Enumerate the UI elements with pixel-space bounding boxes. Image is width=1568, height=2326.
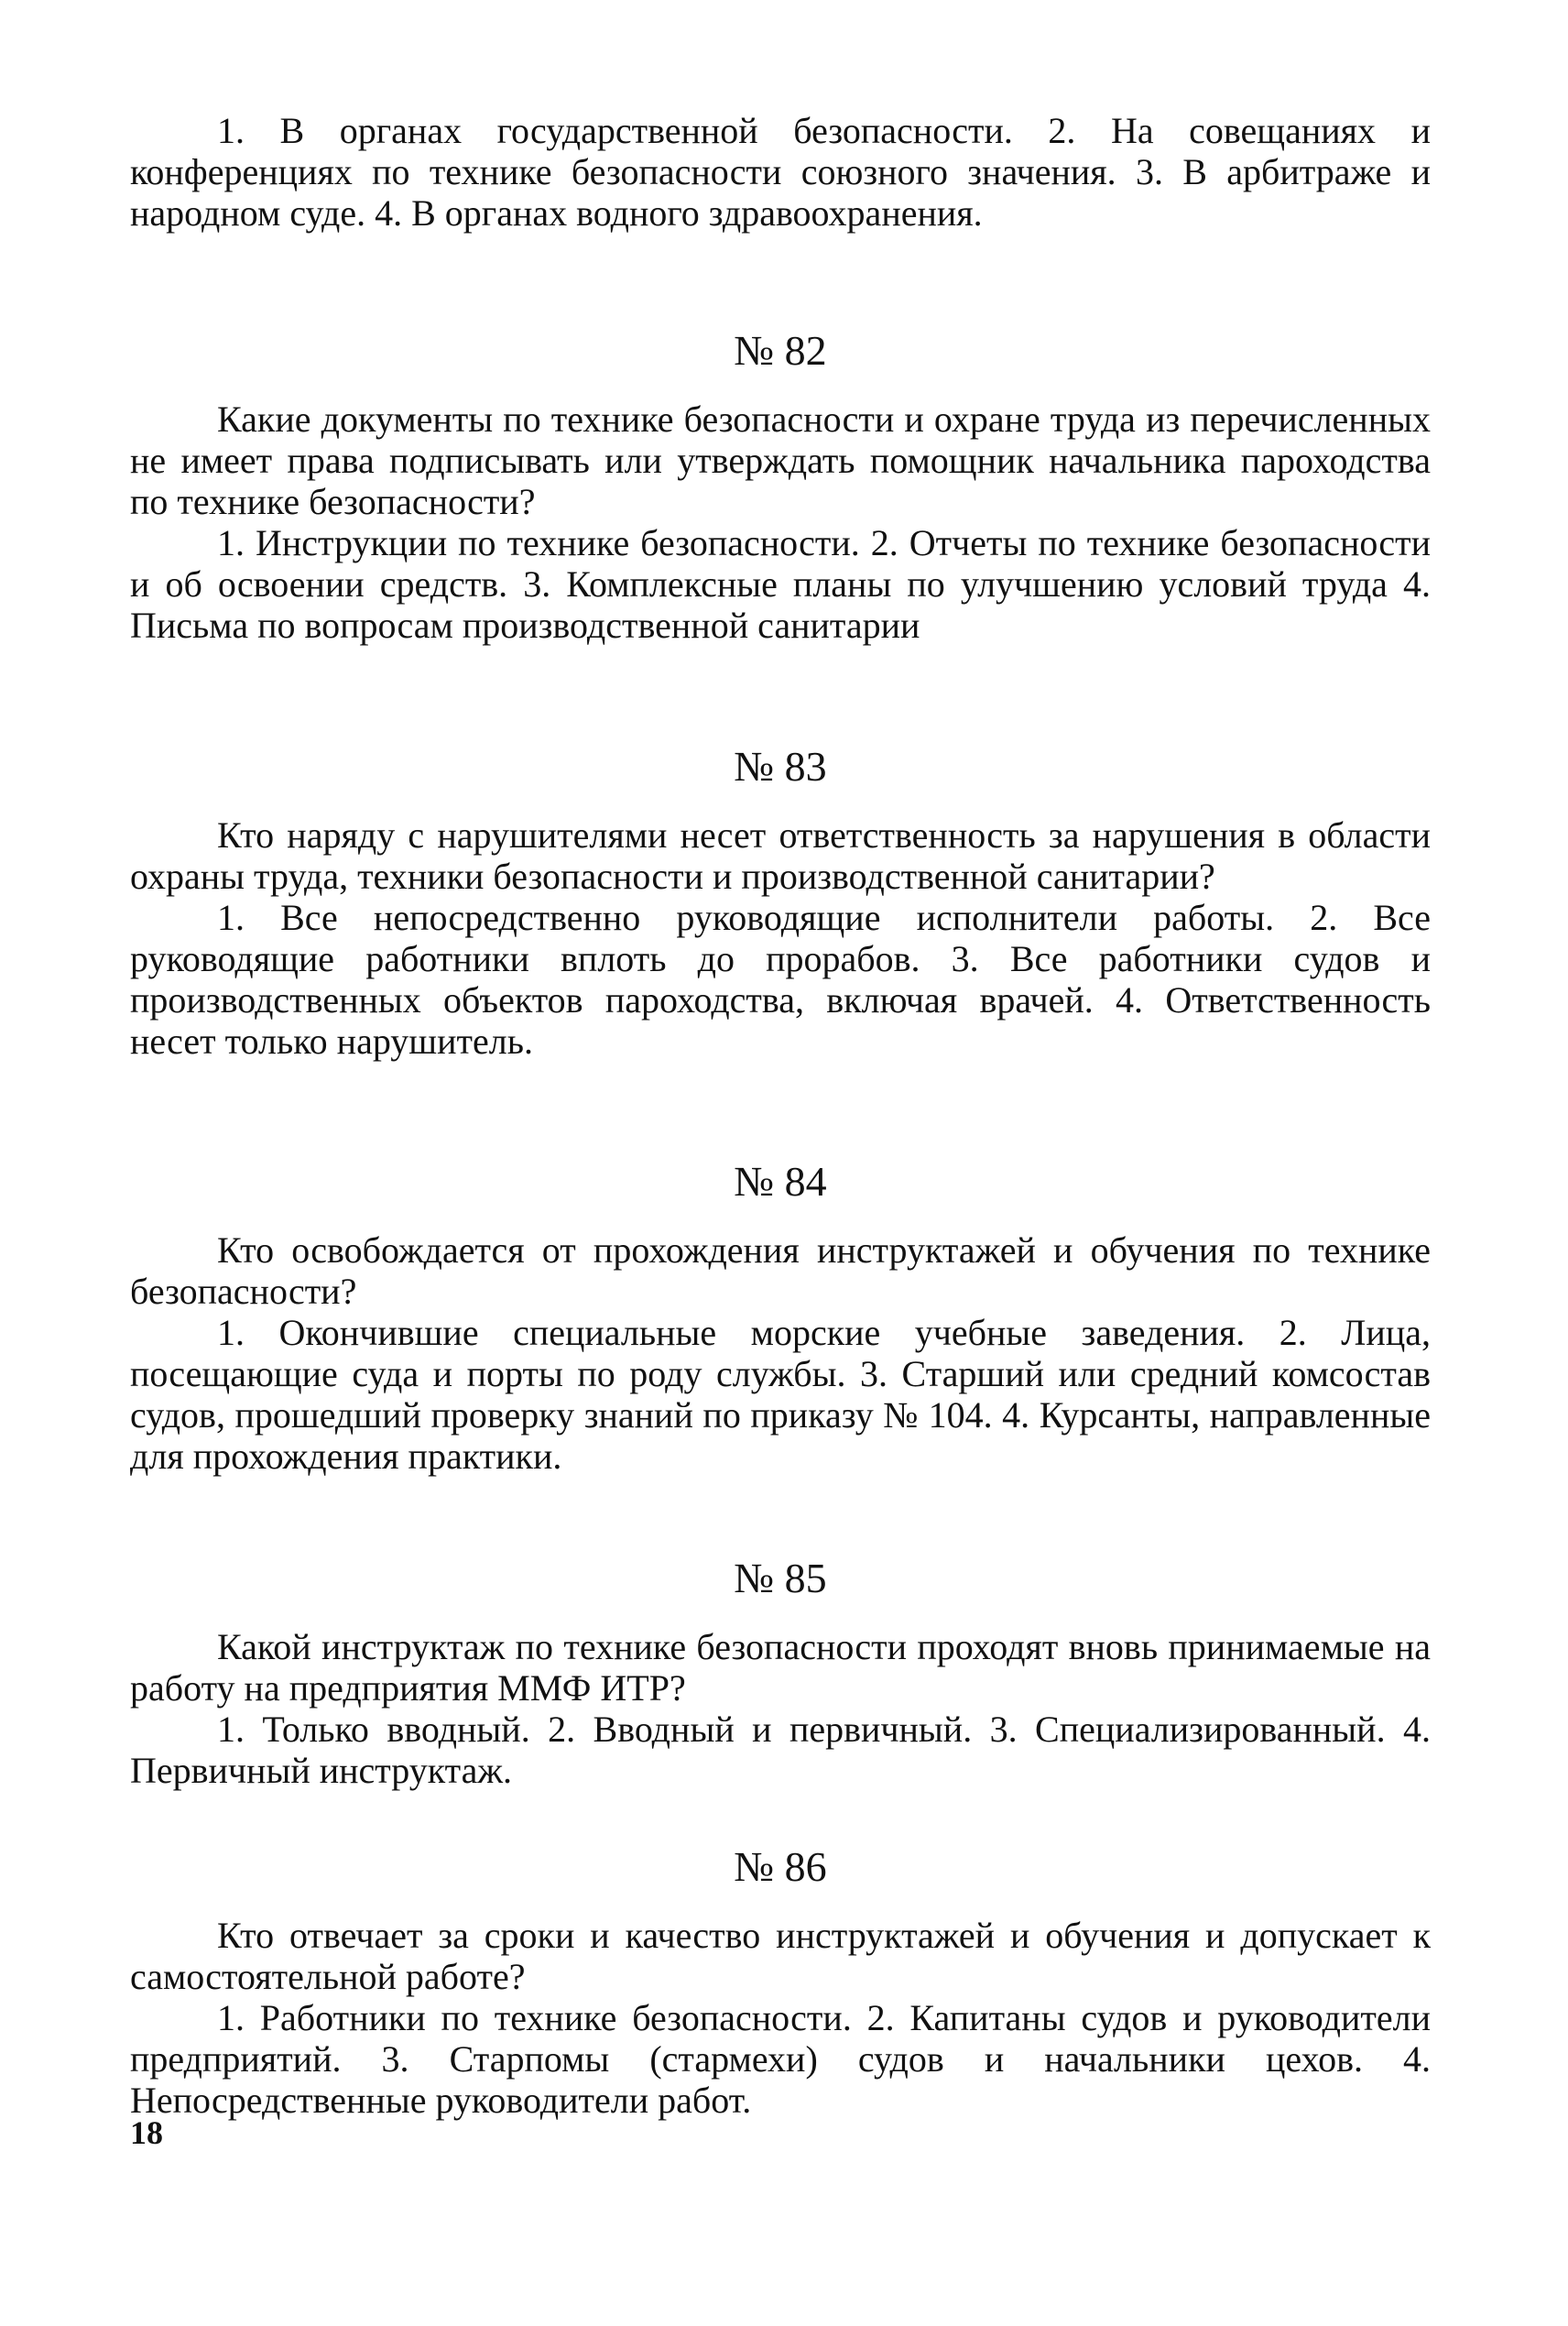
page-number: 18 [130, 2114, 163, 2151]
document-page [130, 110, 1431, 2217]
answer-options: 1. Только вводный. 2. Вводный и первичный. 3. Специализированный. 4. Первичный инструктаж. [130, 1709, 1431, 1791]
question-number: № 82 [734, 327, 827, 374]
answer-options: 1. Окончившие специальные морские учебные заведения. 2. Лица, посещающие суда и порты по роду службы. 3. Старший или средний комсостав судов, прошедший проверку знаний по приказу № 104. 4. Курсанты, направленные для прохождения практики. [130, 1312, 1431, 1477]
question-text: Какой инструктаж по технике безопасности проходят вновь принимаемые на работу на предприятия ММФ ИТР? [130, 1626, 1431, 1709]
answer-options: 1. Инструкции по технике безопасности. 2. Отчеты по технике безопасности и об освоении средств. 3. Комплексные планы по улучшению условий труда 4. Письма по вопросам производственной санитарии [130, 522, 1431, 646]
question-number: № 86 [734, 1843, 827, 1890]
question-text: Кто отвечает за сроки и качество инструктажей и обучения и допускает к самостоятельной работе? [130, 1915, 1431, 1997]
answer-options: 1. Работники по технике безопасности. 2. Капитаны судов и руководители предприятий. 3. Старпомы (стармехи) судов и начальники цехов. 4. Непосредственные руководители работ. [130, 1997, 1431, 2121]
question-number: № 83 [734, 743, 827, 790]
continued-answers-block [130, 110, 1431, 234]
question-block-85 [130, 1556, 1431, 1791]
question-block-86 [130, 1844, 1431, 2121]
question-block-83 [130, 744, 1431, 1062]
question-text: Кто наряду с нарушителями несет ответственность за нарушения в области охраны труда, техники безопасности и производственной санитарии? [130, 814, 1431, 897]
answer-options: 1. Все непосредственно руководящие исполнители работы. 2. Все руководящие работники вплоть до прорабов. 3. Все работники судов и производственных объектов пароходства, включая врачей. 4. Ответственность несет только нарушитель. [130, 897, 1431, 1062]
continued-answers: 1. В органах государственной безопасности. 2. На совещаниях и конференциях по технике безопасности союзного значения. 3. В арбитраже и народном суде. 4. В органах водного здравоохранения. [130, 110, 1431, 234]
question-block-84 [130, 1159, 1431, 1477]
question-number: № 85 [734, 1555, 827, 1601]
question-text: Кто освобождается от прохождения инструктажей и обучения по технике безопасности? [130, 1229, 1431, 1312]
question-number: № 84 [734, 1158, 827, 1205]
question-text: Какие документы по технике безопасности и охране труда из перечисленных не имеет права подписывать или утверждать помощник начальника пароходства по технике безопасности? [130, 399, 1431, 522]
question-block-82 [130, 328, 1431, 646]
